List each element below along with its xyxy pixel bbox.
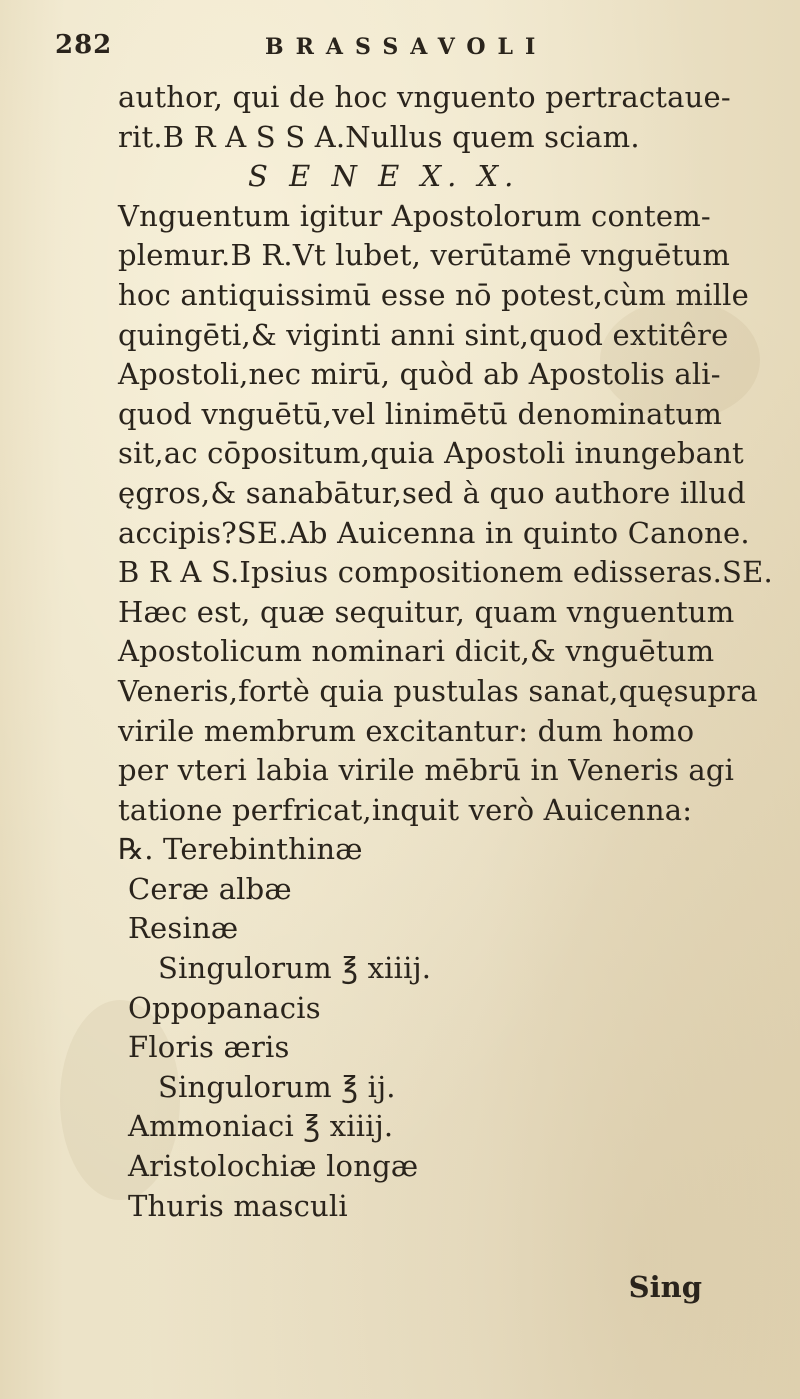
text-line: sit,ac cōpositum,quia Apostoli inungebant xyxy=(118,436,744,471)
text-line: Apostoli,nec mirū, quòd ab Apostolis ali- xyxy=(118,357,721,392)
recipe-line: Singulorum ℥ ij. xyxy=(158,1069,396,1104)
text-line: hoc antiquissimū esse nō potest,cùm mille xyxy=(118,277,750,312)
text-line: Vnguentum igitur Apostolorum contem- xyxy=(118,198,711,233)
text-line: Veneris,fortè quia pustulas sanat,quęsupra xyxy=(118,673,758,708)
text-line: per vteri labia virile mēbrū in Veneris agi xyxy=(118,753,735,788)
text-line: virile membrum excitantur: dum homo xyxy=(118,713,695,748)
recipe-line: Ammoniaci ℥ xiiij. xyxy=(128,1109,394,1144)
text-line: B R A S.Ipsius compositionem edisseras.SE. xyxy=(118,555,773,590)
page-number: 282 xyxy=(55,30,113,60)
text-line: Apostolicum nominari dicit,& vnguētum xyxy=(118,634,715,669)
recipe-line: Ceræ albæ xyxy=(128,871,292,906)
recipe-line: Floris æris xyxy=(128,1030,290,1065)
text-line: Hæc est, quæ sequitur, quam vnguentum xyxy=(118,594,735,629)
text-line: quingēti,& viginti anni sint,quod extitêre xyxy=(118,317,729,352)
recipe-line: Resinæ xyxy=(128,911,239,946)
text-line: tatione perfricat,inquit verò Auicenna: xyxy=(118,792,693,827)
text-line: plemur.B R.Vt lubet, verūtamē vnguētum xyxy=(118,238,731,273)
text-line: author, qui de hoc vnguento pertractaue- xyxy=(118,80,731,114)
recipe-line: Thuris masculi xyxy=(128,1188,348,1223)
text-line: quod vnguētū,vel linimētū denominatum xyxy=(118,396,723,431)
recipe-line: Singulorum ℥ xiiij. xyxy=(158,951,432,986)
body-text xyxy=(118,78,778,1226)
recipe-line: ℞. Terebinthinæ xyxy=(118,832,363,867)
text-line: ęgros,& sanabātur,sed à quo authore illud xyxy=(118,475,746,510)
speaker-heading: S E N E X. X. xyxy=(248,159,520,194)
recipe-line: Aristolochiæ longæ xyxy=(128,1149,419,1184)
running-head: BRASSAVOLI xyxy=(265,34,548,60)
catchword: Sing xyxy=(628,1270,702,1304)
text-line: accipis?SE.Ab Auicenna in quinto Canone. xyxy=(118,515,750,550)
text-line: rit.B R A S S A.Nullus quem sciam. xyxy=(118,119,640,154)
page-header xyxy=(55,30,615,70)
recipe-line: Oppopanacis xyxy=(128,990,321,1025)
